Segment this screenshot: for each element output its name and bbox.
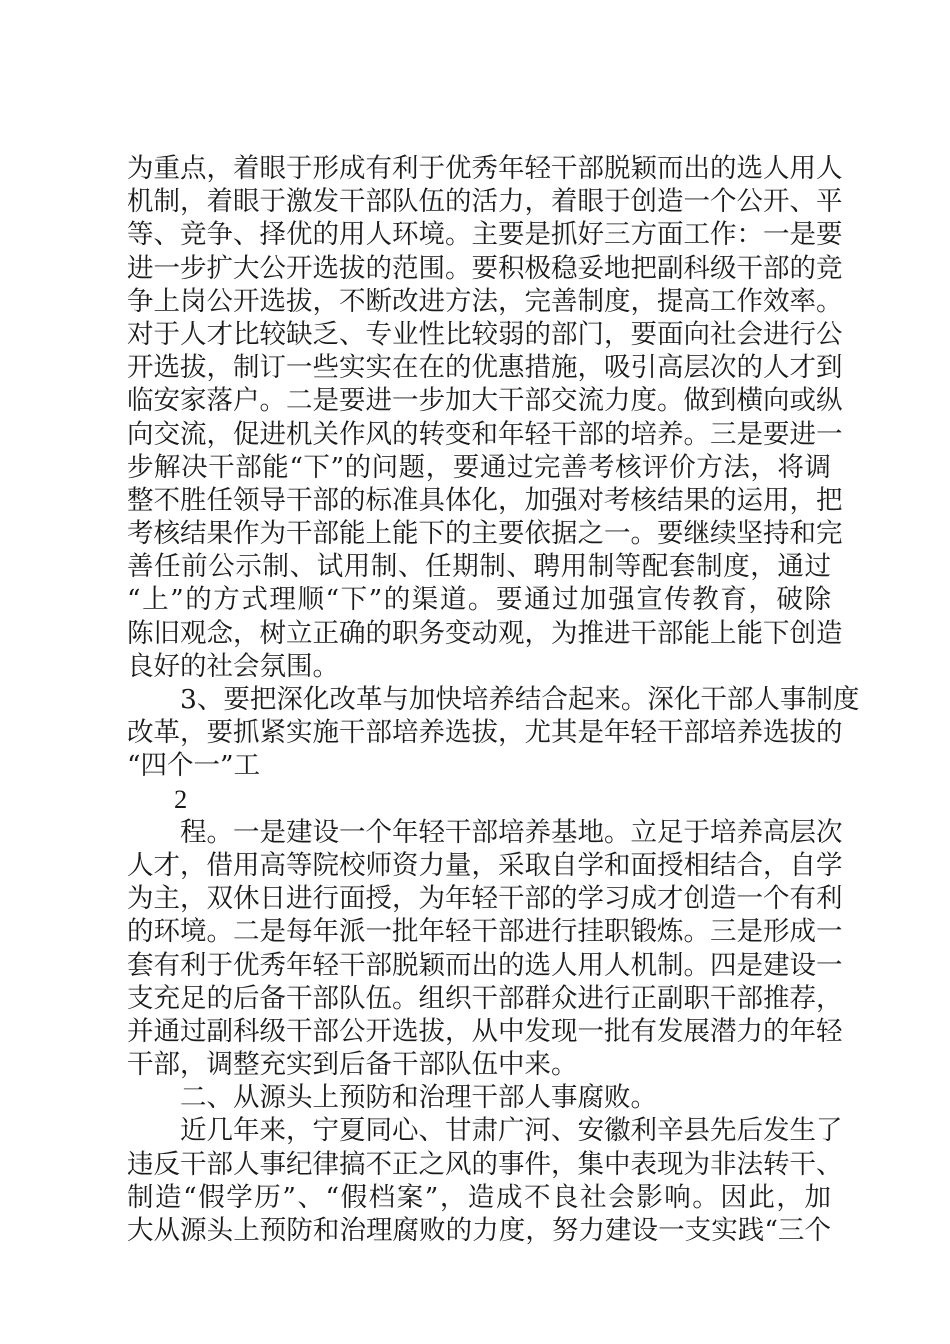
text-line: 步解决干部能“下”的问题，要通过完善考核评价方法，将调 [127,451,831,483]
text-line: 大从源头上预防和治理腐败的力度，努力建设一支实践“三个 [127,1215,831,1246]
page-number: 2 [174,783,188,814]
text-line: 的环境。二是每年派一批年轻干部进行挂职锻炼。三是形成一 [127,916,843,948]
text-line: 程。一是建设一个年轻干部培养基地。立足于培养高层次 [180,816,843,848]
text-line: “四个一”工 [127,750,261,782]
paragraph-2 [127,683,860,783]
text-line: 进一步扩大公开选拔的范围。要积极稳妥地把副科级干部的竞 [127,252,843,284]
text-line: 整不胜任领导干部的标准具体化，加强对考核结果的运用，把 [127,484,843,516]
text-line: 支充足的后备干部队伍。组织干部群众进行正副职干部推荐， [127,982,843,1014]
document-page [127,152,860,1247]
section-heading: 二、从源头上预防和治理干部人事腐败。 [180,1082,657,1114]
text-line: 近几年来，宁夏同心、甘肃广河、安徽利辛县先后发生了 [180,1115,843,1147]
paragraph-4 [127,1114,843,1247]
text-line: 等、竞争、择优的用人环境。主要是抓好三方面工作：一是要 [127,219,843,251]
text-line: 善任前公示制、试用制、任期制、聘用制等配套制度，通过 [127,551,831,583]
paragraph-1 [127,152,843,683]
text-line: 机制，着眼于激发干部队伍的活力，着眼于创造一个公开、平 [127,186,843,218]
text-line: 为重点，着眼于形成有利于优秀年轻干部脱颖而出的选人用人 [127,153,843,184]
text-line: 临安家落户。二是要进一步加大干部交流力度。做到横向或纵 [127,385,843,417]
text-line: 干部，调整充实到后备干部队伍中来。 [127,1049,578,1081]
text-line: 争上岗公开选拔，不断改进方法，完善制度，提高工作效率。 [127,285,843,317]
text-line: 3、要把深化改革与加快培养结合起来。深化干部人事制度 [180,684,860,715]
text-line: 为主，双休日进行面授，为年轻干部的学习成才创造一个有利 [127,883,843,915]
text-line: 并通过副科级干部公开选拔，从中发现一批有发展潜力的年轻 [127,1015,843,1047]
paragraph-3 [127,816,843,1082]
text-line: 陈旧观念，树立正确的职务变动观，为推进干部能上能下创造 [127,617,843,649]
text-line: 制造“假学历”、“假档案”，造成不良社会影响。因此，加 [127,1181,831,1213]
text-line: 良好的社会氛围。 [127,650,339,682]
text-line: 考核结果作为干部能上能下的主要依据之一。要继续坚持和完 [127,518,843,550]
text-line: “上”的方式理顺“下”的渠道。要通过加强宣传教育，破除 [127,584,831,616]
text-line: 套有利于优秀年轻干部脱颖而出的选人用人机制。四是建设一 [127,949,843,981]
text-line: 开选拔，制订一些实实在在的优惠措施，吸引高层次的人才到 [127,352,843,384]
text-line: 改革，要抓紧实施干部培养选拔，尤其是年轻干部培养选拔的 [127,717,843,749]
text-line: 违反干部人事纪律搞不正之风的事件，集中表现为非法转干、 [127,1148,843,1180]
text-line: 对于人才比较缺乏、专业性比较弱的部门，要面向社会进行公 [127,318,843,350]
text-line: 向交流，促进机关作风的转变和年轻干部的培养。三是要进一 [127,418,843,450]
text-line: 人才，借用高等院校师资力量，采取自学和面授相结合，自学 [127,849,843,881]
